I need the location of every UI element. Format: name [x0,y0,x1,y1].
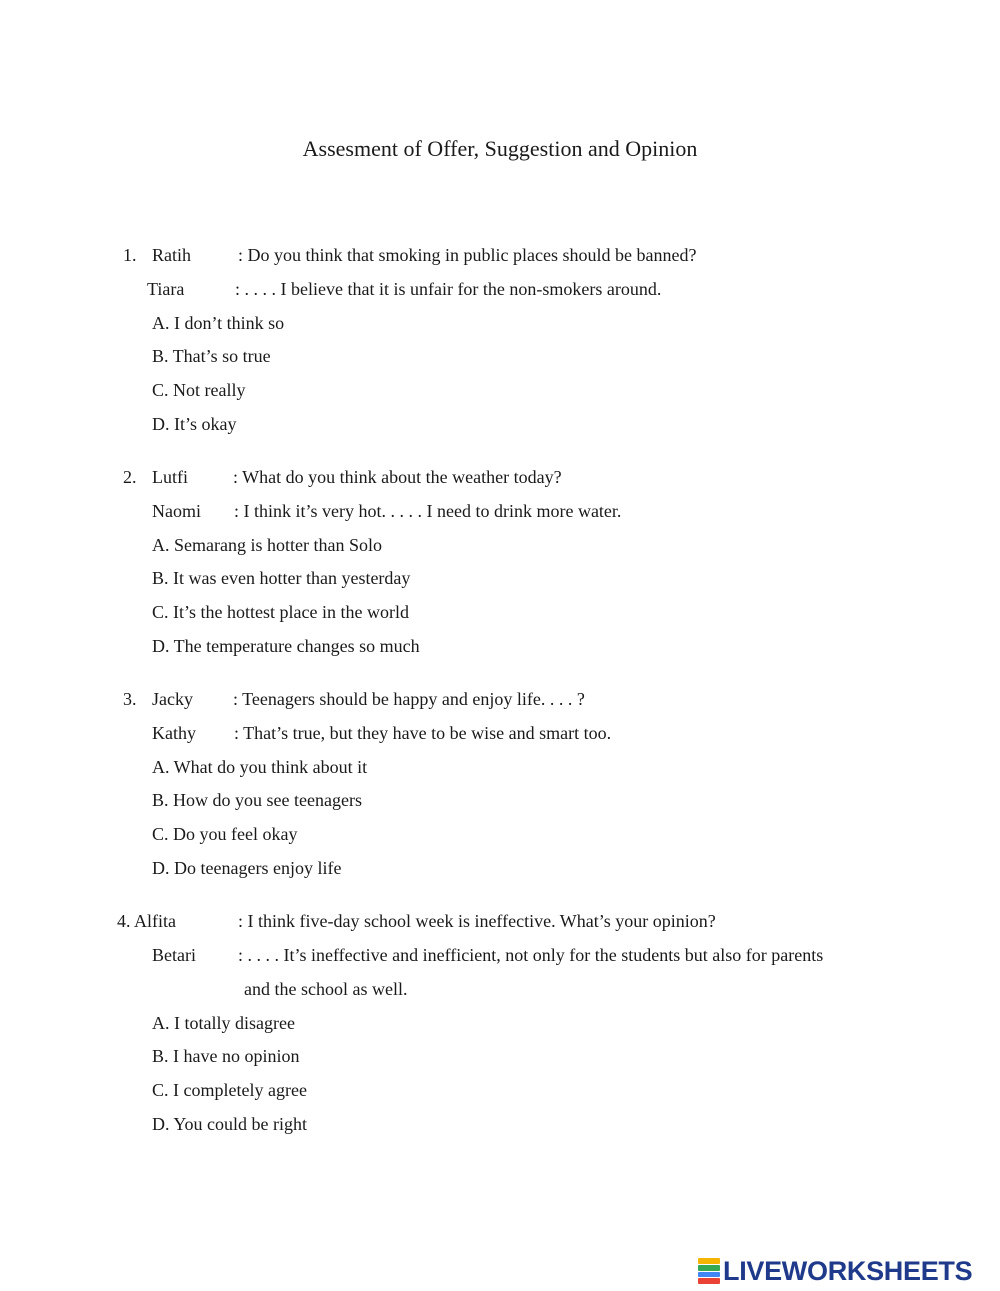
dialogue-line-b: : . . . . It’s ineffective and inefficient, not only for the students but also for parents [238,945,824,965]
question-number: 2. [123,467,137,487]
speaker-a: Lutfi [152,467,188,487]
question-number: 1. [123,245,137,265]
answer-option-a[interactable]: A. What do you think about it [152,757,368,777]
speaker-b: Naomi [152,501,201,521]
answer-option-b[interactable]: B. How do you see teenagers [152,790,362,810]
dialogue-line-b-continued: and the school as well. [244,979,408,999]
answer-option-c[interactable]: C. It’s the hottest place in the world [152,602,409,622]
dialogue-line-a: : Teenagers should be happy and enjoy life. . . . ? [233,689,585,709]
speaker-a: Jacky [152,689,193,709]
logo-mark-block [698,1265,720,1271]
logo-mark-block [698,1278,720,1284]
answer-option-d[interactable]: D. The temperature changes so much [152,636,420,656]
logo-text: LIVEWORKSHEETS [723,1255,973,1286]
answer-option-b[interactable]: B. That’s so true [152,346,271,366]
speaker-a: Ratih [152,245,191,265]
logo-mark-block [698,1272,720,1278]
speaker-b: Kathy [152,723,196,743]
answer-option-b[interactable]: B. It was even hotter than yesterday [152,568,411,588]
answer-option-a[interactable]: A. I totally disagree [152,1013,295,1033]
logo-mark-icon [698,1258,720,1284]
question-number: 3. [123,689,137,709]
dialogue-line-b: : . . . . I believe that it is unfair for the non-smokers around. [235,279,662,299]
dialogue-line-b: : That’s true, but they have to be wise and smart too. [234,723,612,743]
speaker-b: Tiara [147,279,185,299]
answer-option-c[interactable]: C. Do you feel okay [152,824,298,844]
page-title: Assesment of Offer, Suggestion and Opinion [302,136,698,161]
answer-option-c[interactable]: C. I completely agree [152,1080,307,1100]
liveworksheets-logo [698,1256,972,1286]
answer-option-a[interactable]: A. Semarang is hotter than Solo [152,535,382,555]
answer-option-d[interactable]: D. It’s okay [152,414,237,434]
answer-option-c[interactable]: C. Not really [152,380,246,400]
dialogue-line-a: : Do you think that smoking in public places should be banned? [238,245,697,265]
dialogue-line-b: : I think it’s very hot. . . . . I need to drink more water. [234,501,622,521]
logo-mark-block [698,1258,720,1264]
answer-option-b[interactable]: B. I have no opinion [152,1046,300,1066]
answer-option-d[interactable]: D. You could be right [152,1114,308,1134]
answer-option-a[interactable]: A. I don’t think so [152,313,285,333]
answer-option-d[interactable]: D. Do teenagers enjoy life [152,858,342,878]
dialogue-line-a: : I think five-day school week is ineffective. What’s your opinion? [238,911,716,931]
question-number-and-speaker: 4. Alfita [117,911,176,931]
dialogue-line-a: : What do you think about the weather today? [233,467,562,487]
speaker-b: Betari [152,945,196,965]
